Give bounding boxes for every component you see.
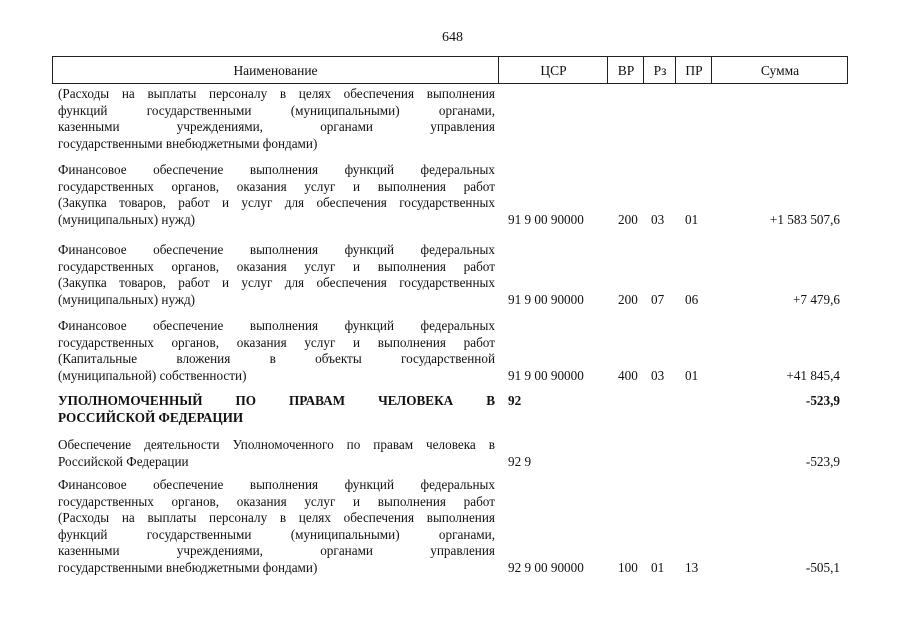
row-name-line: государственных органов, оказания услуг и выполнения работ (58, 493, 495, 509)
header-vr: ВР (607, 57, 644, 83)
table-row (58, 437, 848, 470)
row-pr: 01 (685, 367, 699, 383)
row-name-line: государственных органов, оказания услуг и выполнения работ (58, 258, 495, 274)
row-csr: 92 9 (508, 453, 532, 469)
row-name-line: (Капитальные вложения в объекты государственной (58, 351, 495, 366)
row-vr: 200 (618, 291, 638, 307)
row-csr: 92 9 00 90000 (508, 559, 584, 575)
row-csr: 92 (508, 393, 522, 408)
row-rz: 03 (651, 211, 665, 227)
page-number: 648 (442, 30, 463, 45)
table-row (58, 477, 848, 576)
row-name-line: Российской Федерации (58, 453, 189, 469)
row-sum: -523,9 (805, 453, 840, 469)
row-name-line: государственными внебюджетными фондами) (58, 135, 318, 151)
row-csr: 91 9 00 90000 (508, 291, 584, 307)
row-name-line: Финансовое обеспечение выполнения функций федеральных (58, 162, 495, 177)
row-name-line: Финансовое обеспечение выполнения функций федеральных (58, 477, 495, 492)
table-row (58, 242, 848, 308)
table-row (58, 318, 848, 384)
row-name (58, 162, 495, 228)
row-name-line: функций государственными (муниципальными) органами, (58, 526, 495, 542)
header-name: Наименование (233, 63, 318, 78)
row-rz: 03 (651, 367, 665, 383)
row-rz: 01 (651, 559, 665, 575)
row-name-line: (муниципальных) нужд) (58, 211, 196, 227)
row-name-line: (муниципальных) нужд) (58, 291, 196, 307)
row-sum: +7 479,6 (793, 291, 840, 307)
row-name-line: Финансовое обеспечение выполнения функций федеральных (58, 318, 495, 333)
row-name-line: функций государственными (муниципальными) органами, (58, 102, 495, 118)
row-name (58, 242, 495, 308)
row-vr: 100 (618, 559, 638, 575)
row-vr: 200 (618, 211, 638, 227)
row-name-line: (Расходы на выплаты персоналу в целях обеспечения выполнения (58, 510, 495, 525)
header-rz: Рз (643, 57, 676, 83)
table-header (52, 56, 848, 84)
row-name-line: (Закупка товаров, работ и услуг для обеспечения государственных (58, 195, 495, 210)
table-row (58, 86, 848, 152)
row-name-line: Финансовое обеспечение выполнения функций федеральных (58, 242, 495, 257)
header-pr: ПР (675, 57, 712, 83)
row-name-line: (муниципальной) собственности) (58, 367, 247, 383)
row-vr: 400 (618, 367, 638, 383)
row-pr: 13 (685, 559, 699, 575)
row-name-line: РОССИЙСКОЙ ФЕДЕРАЦИИ (58, 409, 244, 425)
row-name-line: Обеспечение деятельности Уполномоченного по правам человека в (58, 437, 495, 452)
row-name-line: государственных органов, оказания услуг и выполнения работ (58, 334, 495, 350)
row-name-line: УПОЛНОМОЧЕННЫЙ ПО ПРАВАМ ЧЕЛОВЕКА В (58, 393, 495, 408)
header-csr: ЦСР (498, 57, 608, 83)
row-csr: 91 9 00 90000 (508, 367, 584, 383)
row-csr: 91 9 00 90000 (508, 211, 584, 227)
row-name (58, 437, 495, 470)
row-name-line: (Закупка товаров, работ и услуг для обеспечения государственных (58, 275, 495, 290)
row-rz: 07 (651, 291, 665, 307)
row-name-line: казенными учреждениями, органами управления (58, 119, 495, 134)
row-name-line: государственных органов, оказания услуг и выполнения работ (58, 178, 495, 194)
table-row (58, 393, 848, 426)
row-sum: +41 845,4 (786, 367, 840, 383)
table-row (58, 162, 848, 228)
row-name-line: государственными внебюджетными фондами) (58, 559, 318, 575)
row-name (58, 393, 495, 426)
row-name (58, 86, 495, 152)
row-sum: -505,1 (805, 559, 840, 575)
row-name (58, 318, 495, 384)
row-sum: -523,9 (805, 393, 840, 408)
row-name-line: (Расходы на выплаты персоналу в целях обеспечения выполнения (58, 86, 495, 101)
row-pr: 01 (685, 211, 699, 227)
row-name (58, 477, 495, 576)
row-pr: 06 (685, 291, 699, 307)
row-name-line: казенными учреждениями, органами управления (58, 543, 495, 558)
header-sum: Сумма (711, 57, 848, 83)
row-sum: +1 583 507,6 (769, 211, 840, 227)
